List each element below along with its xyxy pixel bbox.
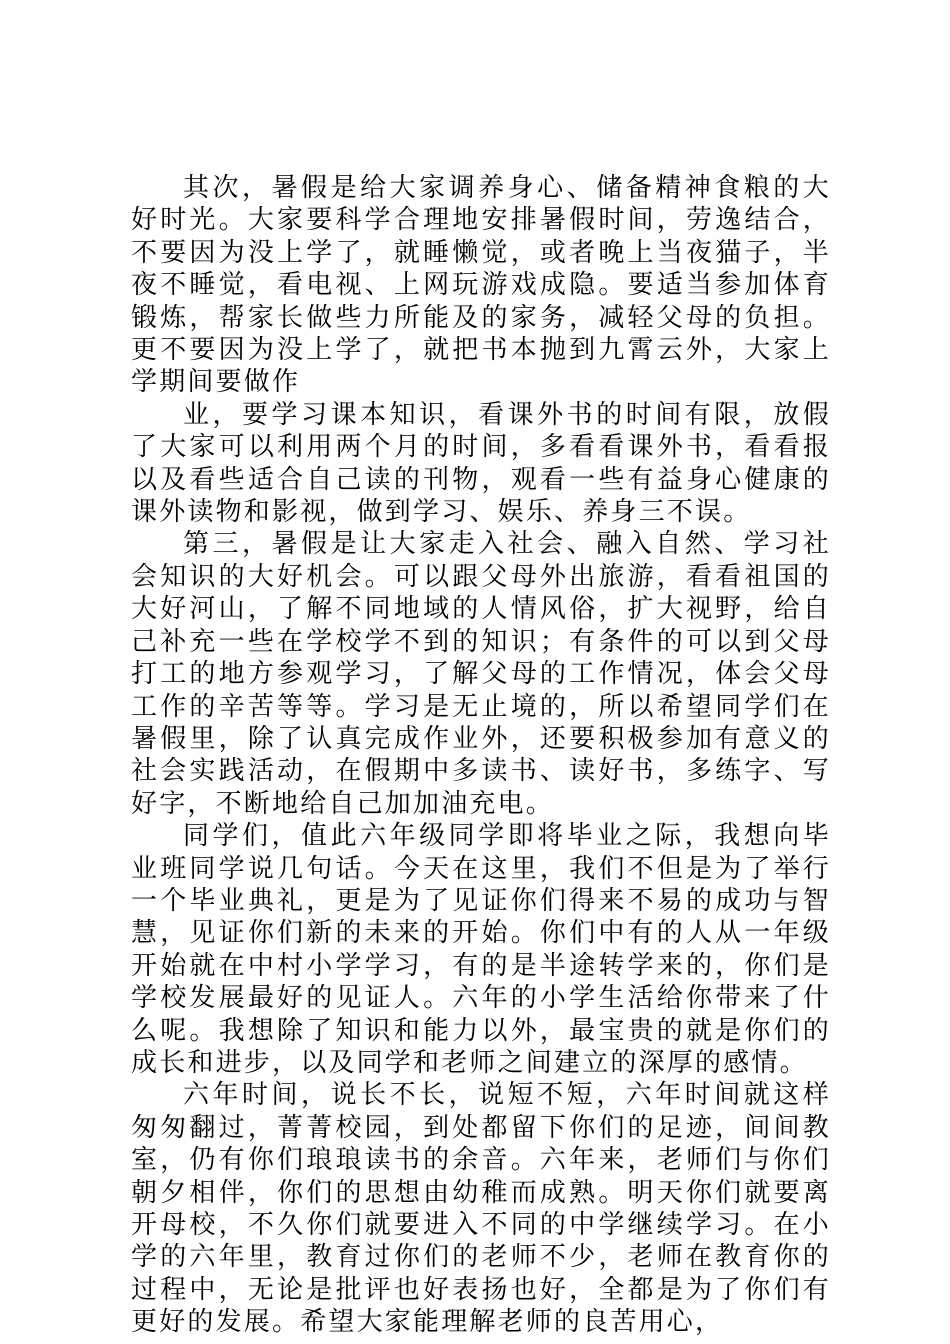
- document-body: [131, 172, 831, 1339]
- paragraph-homework-reading: 业，要学习课本知识，看课外书的时间有限，放假了大家可以利用两个月的时间，多看看课外书，看看报以及看些适合自己读的刊物，观看一些有益身心健康的课外读物和影视，做到学习、娱乐、养身三不误。: [131, 399, 831, 528]
- paragraph-six-years: 六年时间，说长不长，说短不短，六年时间就这样匆匆翻过，菁菁校园，到处都留下你们的足迹，间间教室，仍有你们琅琅读书的余音。六年来，老师们与你们朝夕相伴，你们的思想由幼稚而成熟。明天你们就要离开母校，不久你们就要进入不同的中学继续学习。在小学的六年里，教育过你们的老师不少，老师在教育你的过程中，无论是批评也好表扬也好，全都是为了你们有更好的发展。希望大家能理解老师的良苦用心，: [131, 1080, 831, 1338]
- paragraph-social-practice: 第三，暑假是让大家走入社会、融入自然、学习社会知识的大好机会。可以跟父母外出旅游，看看祖国的大好河山，了解不同地域的人情风俗，扩大视野，给自己补充一些在学校学不到的知识；有条件的可以到父母打工的地方参观学习，了解父母的工作情况，体会父母工作的辛苦等等。学习是无止境的，所以希望同学们在暑假里，除了认真完成作业外，还要积极参加有意义的社会实践活动，在假期中多读书、读好书，多练字、写好字，不断地给自己加加油充电。: [131, 529, 831, 819]
- paragraph-graduation-message: 同学们，值此六年级同学即将毕业之际，我想向毕业班同学说几句话。今天在这里，我们不但是为了举行一个毕业典礼，更是为了见证你们得来不易的成功与智慧，见证你们新的未来的开始。你们中有的人从一年级开始就在中村小学学习，有的是半途转学来的，你们是学校发展最好的见证人。六年的小学生活给你带来了什么呢。我想除了知识和能力以外，最宝贵的就是你们的成长和进步，以及同学和老师之间建立的深厚的感情。: [131, 821, 831, 1078]
- paragraph-summer-health: 其次，暑假是给大家调养身心、储备精神食粮的大好时光。大家要科学合理地安排暑假时间，劳逸结合，不要因为没上学了，就睡懒觉，或者晚上当夜猫子，半夜不睡觉，看电视、上网玩游戏成隐。要适当参加体育锻炼，帮家长做些力所能及的家务，减轻父母的负担。更不要因为没上学了，就把书本抛到九霄云外，大家上学期间要做作: [131, 173, 831, 398]
